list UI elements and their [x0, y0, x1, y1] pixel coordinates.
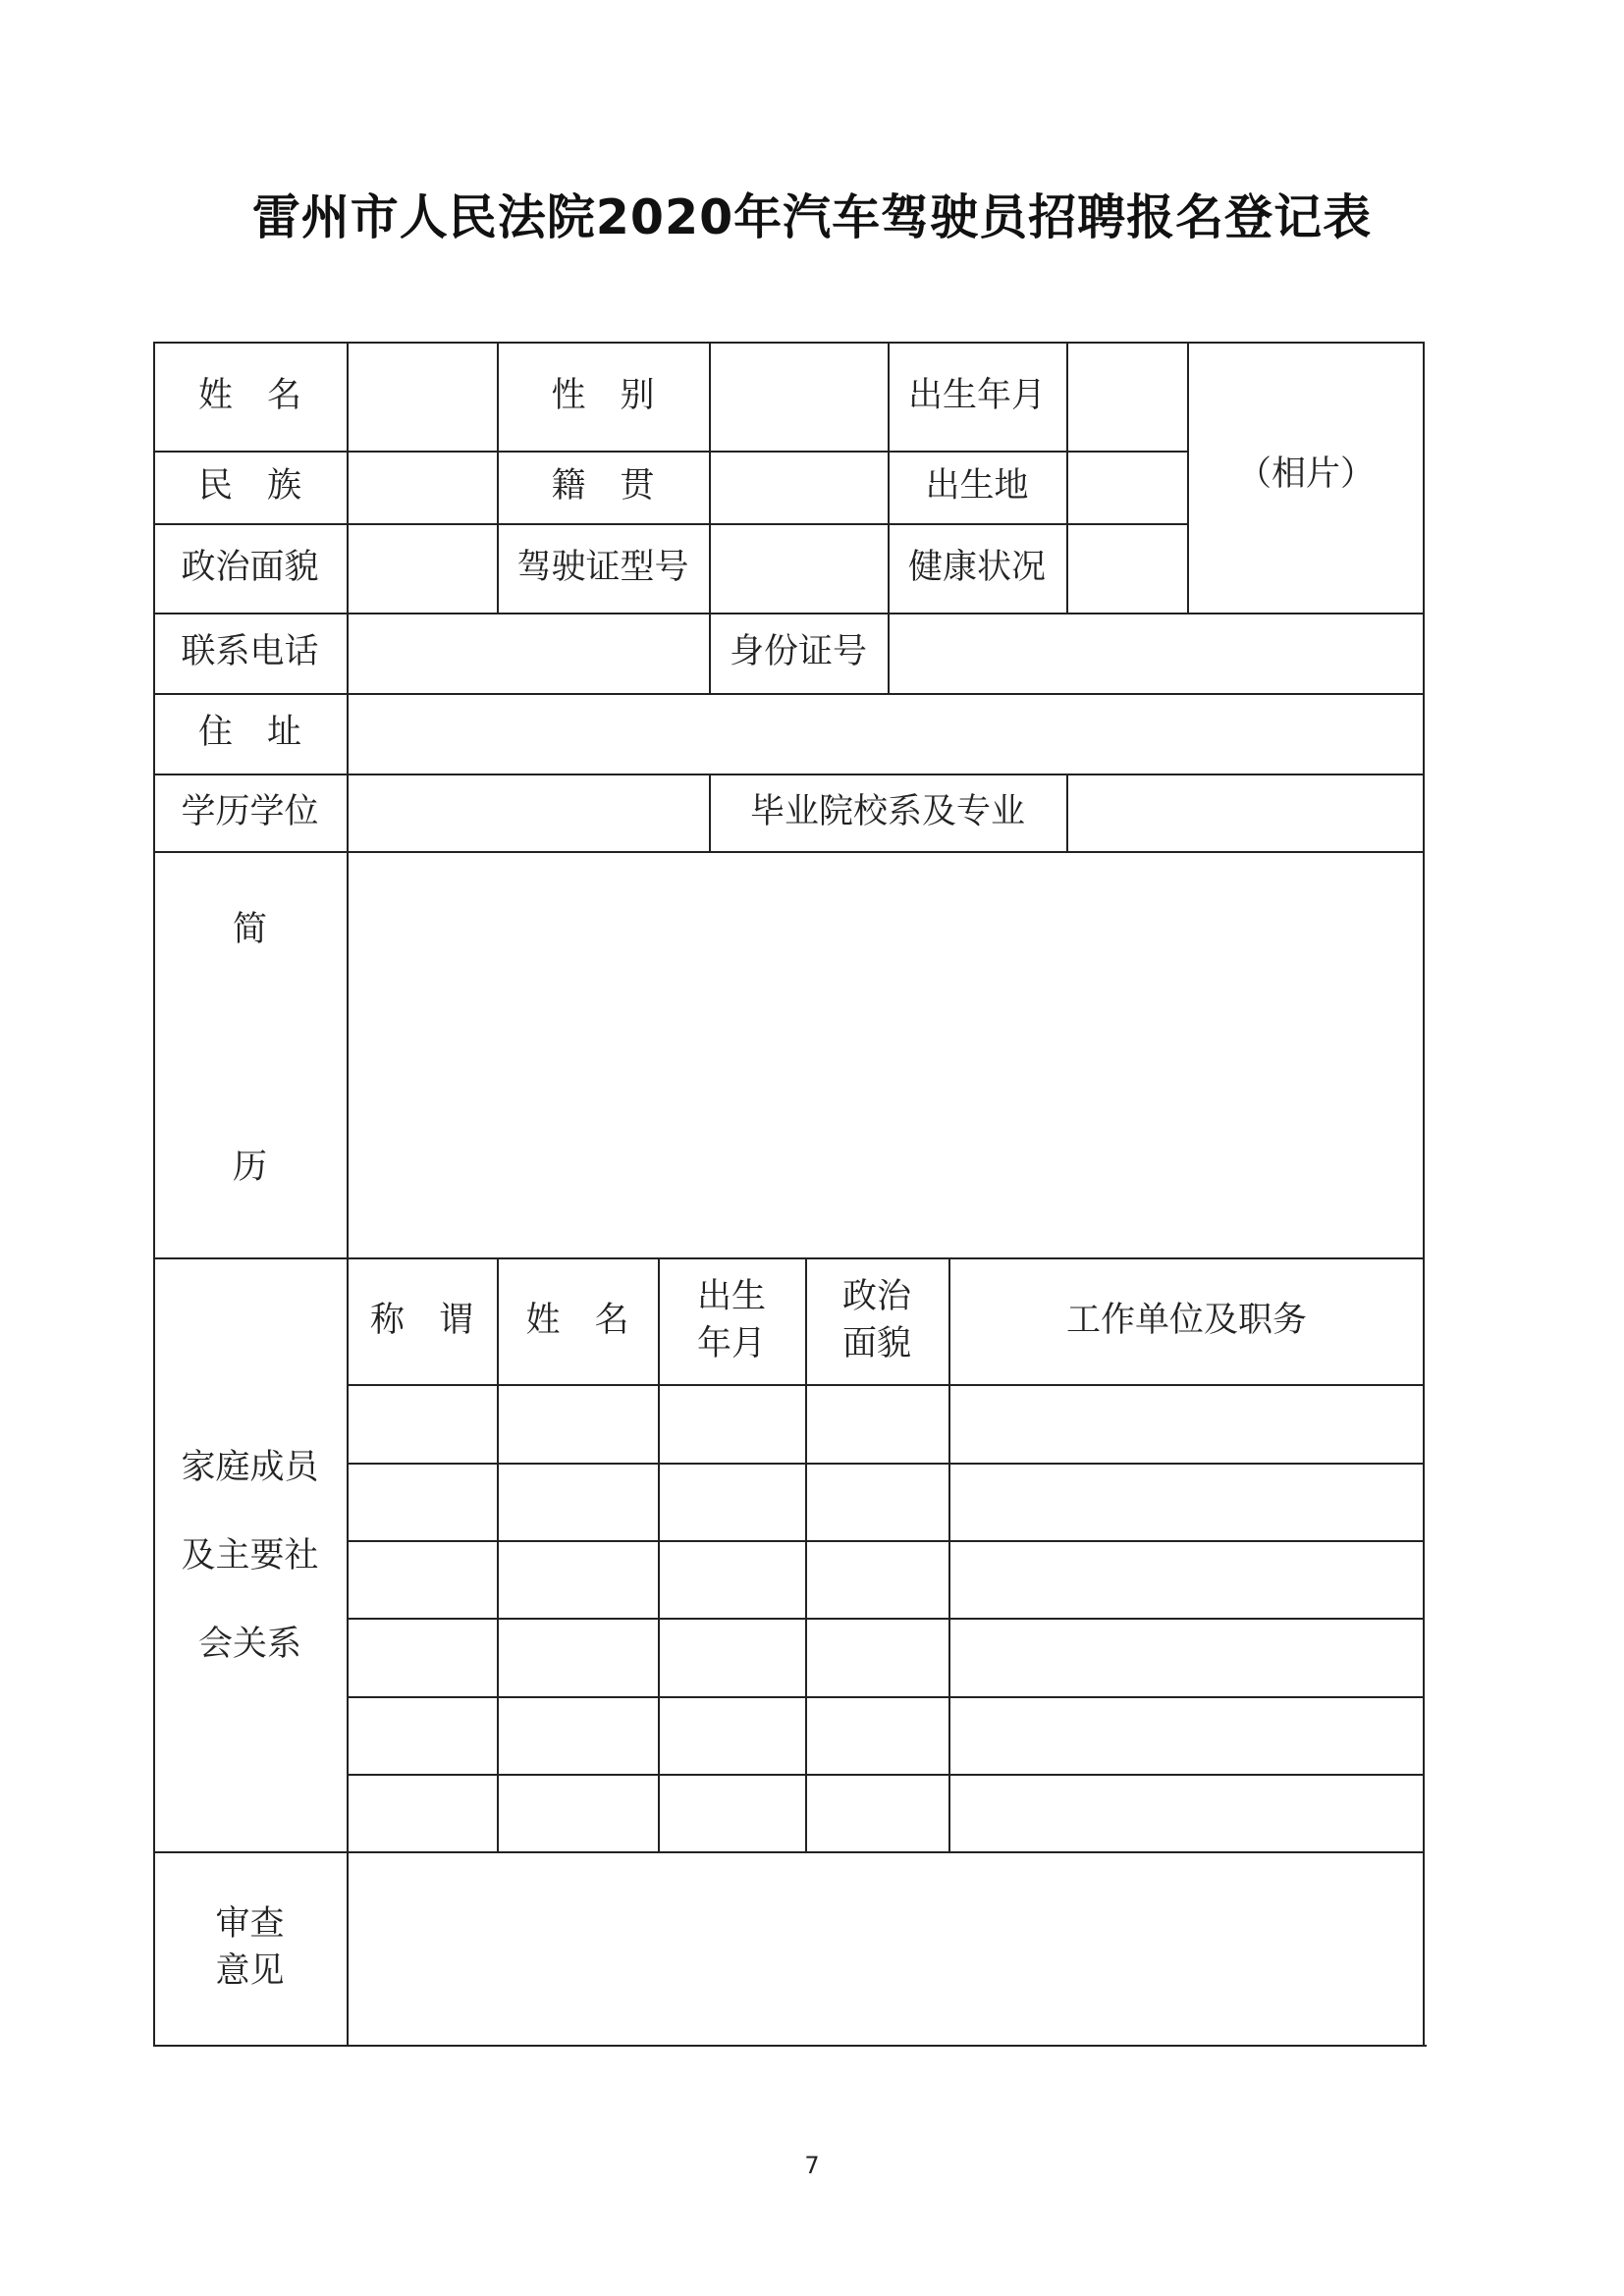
gender-field[interactable] [711, 344, 888, 451]
id-number-field[interactable] [890, 614, 1423, 693]
form-title: 雷州市人民法院2020年汽车驾驶员招聘报名登记表 [251, 189, 1373, 245]
border-bottom [153, 2045, 1427, 2047]
family-label-line1: 家庭成员 [181, 1448, 319, 1488]
ethnicity-label: 民 族 [197, 466, 301, 507]
registration-form [153, 342, 1425, 2047]
health-field[interactable] [1068, 525, 1187, 613]
photo-box[interactable]: （相片） [1236, 454, 1375, 494]
health-label: 健康状况 [907, 547, 1046, 587]
school-major-field[interactable] [1068, 775, 1423, 851]
school-major-label: 毕业院校系及专业 [749, 791, 1025, 831]
id-number-label: 身份证号 [729, 632, 867, 672]
family-header-name: 姓 名 [525, 1300, 629, 1340]
political-status-field[interactable] [349, 525, 497, 613]
name-field[interactable] [349, 344, 497, 451]
family-header-relation: 称 谓 [369, 1300, 473, 1340]
license-type-label: 驾驶证型号 [516, 547, 689, 587]
birthplace-field[interactable] [1068, 453, 1187, 523]
address-label: 住 址 [197, 713, 301, 753]
review-field[interactable] [349, 1853, 1423, 2045]
review-label: 审查 意见 [215, 1904, 285, 1991]
family-label-line2: 及主要社 [181, 1536, 319, 1576]
native-place-field[interactable] [711, 453, 888, 523]
native-place-label: 籍 贯 [551, 466, 655, 507]
family-row-6[interactable] [349, 1776, 1423, 1851]
political-status-label: 政治面貌 [181, 547, 319, 587]
family-label-line3: 会关系 [197, 1625, 301, 1665]
resume-label-char1: 简 [232, 910, 267, 950]
resume-field[interactable] [349, 853, 1423, 1257]
birthplace-label: 出生地 [925, 466, 1029, 507]
name-label: 姓 名 [197, 375, 301, 415]
family-row-5[interactable] [349, 1698, 1423, 1774]
family-row-3[interactable] [349, 1542, 1423, 1618]
border-right [1423, 342, 1425, 2047]
birth-date-field[interactable] [1068, 344, 1187, 451]
family-header-work: 工作单位及职务 [1065, 1300, 1307, 1340]
license-type-field[interactable] [711, 525, 888, 613]
birth-date-label: 出生年月 [907, 375, 1046, 415]
phone-label: 联系电话 [181, 632, 319, 672]
family-header-political: 政治 面貌 [841, 1277, 911, 1363]
family-row-4[interactable] [349, 1620, 1423, 1696]
family-row-2[interactable] [349, 1465, 1423, 1540]
phone-field[interactable] [349, 614, 709, 693]
family-header-birth: 出生 年月 [696, 1277, 766, 1363]
gender-label: 性 别 [551, 375, 655, 415]
ethnicity-field[interactable] [349, 453, 497, 523]
education-field[interactable] [349, 775, 709, 851]
resume-label-char2: 历 [232, 1148, 267, 1188]
address-field[interactable] [349, 695, 1423, 774]
page-number: 7 [804, 2152, 820, 2179]
family-row-1[interactable] [349, 1386, 1423, 1463]
education-label: 学历学位 [181, 791, 319, 831]
